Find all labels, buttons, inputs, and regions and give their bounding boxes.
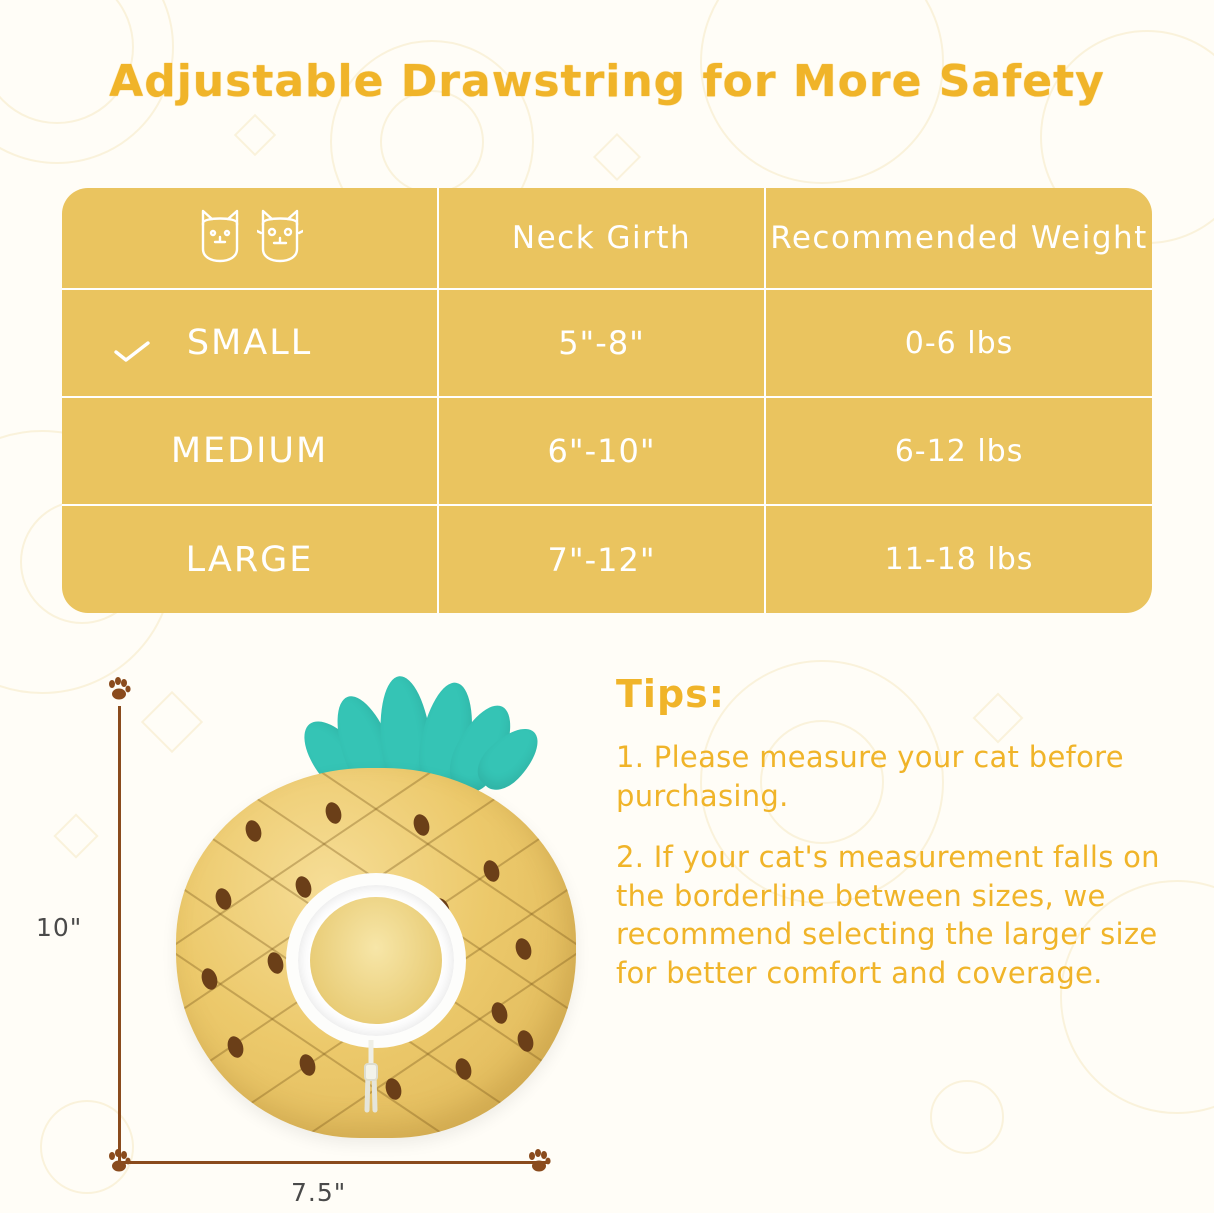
row-neck-girth-small: 5"-8" [438,289,765,397]
drawstring [362,1040,380,1116]
row-size-small [62,289,438,397]
row-neck-girth-medium: 6"-10" [438,397,765,505]
width-label: 7.5" [291,1178,347,1207]
cat-face-icon-1 [197,203,243,273]
size-label: MEDIUM [170,431,329,471]
collar-opening [286,873,466,1048]
header-recommended-weight: Recommended Weight [765,188,1152,289]
height-label: 10" [36,913,83,942]
tips-section [616,672,1186,1015]
size-label: LARGE [185,539,314,580]
size-chart-table [62,188,1152,613]
height-dimension-line [118,706,121,1161]
width-dimension-line [118,1161,548,1164]
table-row[interactable] [62,505,1152,613]
row-size-large [62,505,438,613]
tip-item-1: 1. Please measure your cat before purchasing. [616,740,1124,813]
checkmark-icon [114,332,150,354]
row-weight-medium: 6-12 lbs [765,397,1152,505]
header-size-icons [62,188,438,289]
page-title: Adjustable Drawstring for More Safety [109,56,1105,107]
table-header-row [62,188,1152,289]
size-label: SMALL [186,323,313,363]
product-image-area [36,648,616,1208]
pineapple-collar-product [166,668,586,1148]
row-size-medium [62,397,438,505]
row-neck-girth-large: 7"-12" [438,505,765,613]
cat-face-icon-2 [257,203,303,273]
table-row[interactable] [62,397,1152,505]
row-weight-large: 11-18 lbs [765,505,1152,613]
size-chart-card [62,188,1152,613]
paw-icon-top [106,676,132,702]
row-weight-small: 0-6 lbs [765,289,1152,397]
tip-item-2: 2. If your cat's measurement falls on the borderline between sizes, we recommend selecting the larger size for better comfort and coverage. [616,839,1160,991]
header-neck-girth: Neck Girth [438,188,765,289]
paw-icon-bottom-right [526,1148,552,1174]
paw-icon-bottom-left [106,1148,132,1174]
tips-title: Tips: [616,672,725,716]
table-row[interactable] [62,289,1152,397]
